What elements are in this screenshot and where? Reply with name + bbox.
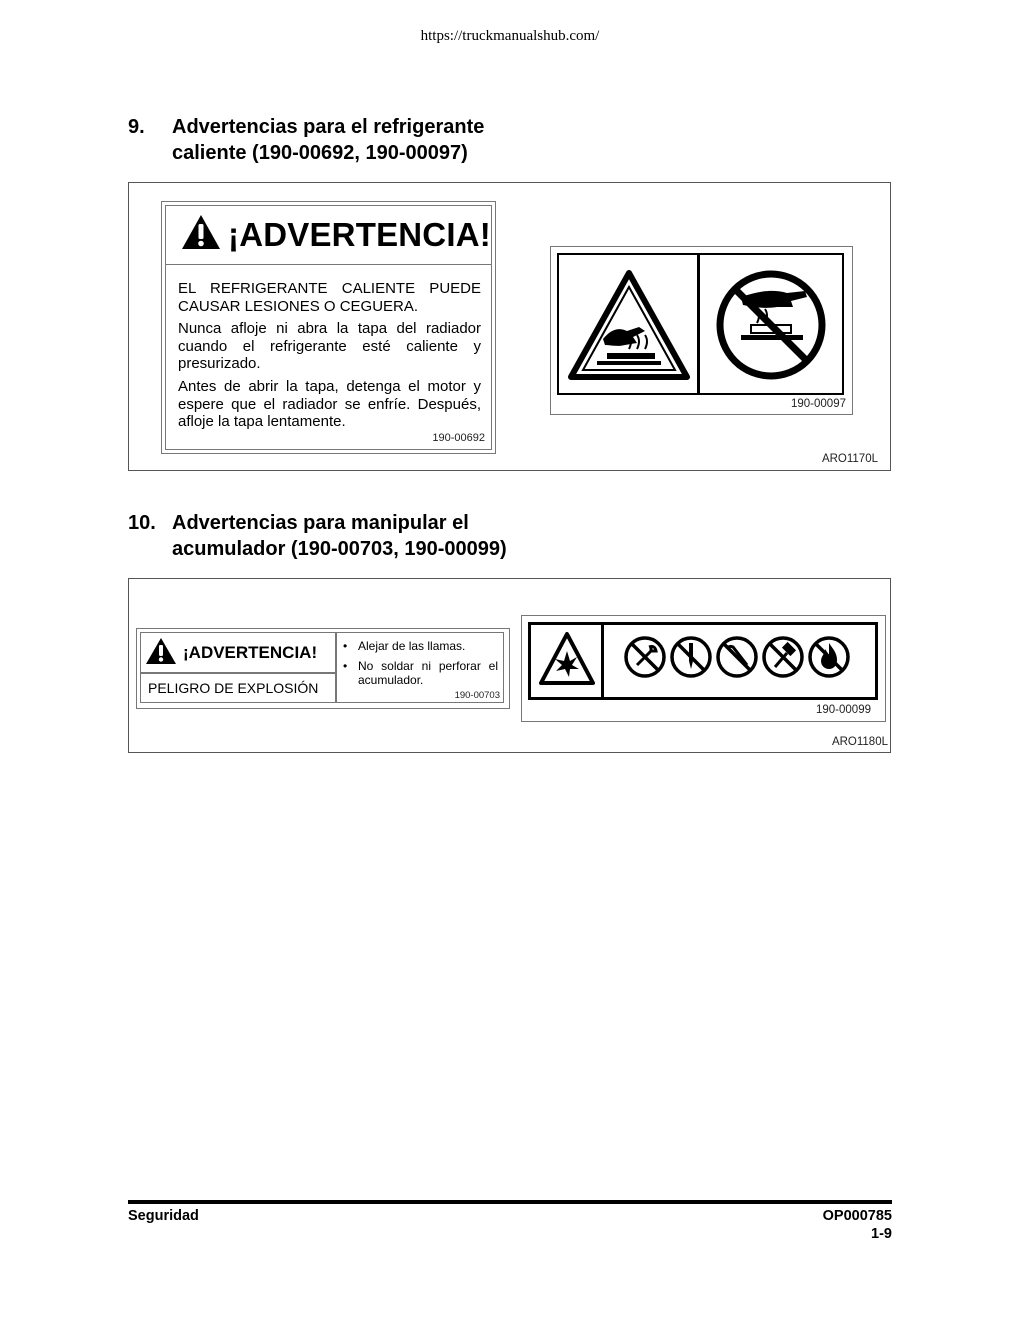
- section-10-title-line2: acumulador (190-00703, 190-00099): [172, 538, 507, 560]
- no-hammer-icon: [761, 635, 805, 679]
- figure-ref-10: ARO1180L: [831, 736, 888, 748]
- accumulator-label-code: 190-00703: [454, 690, 500, 701]
- header-url: https://truckmanualshub.com/: [420, 28, 600, 44]
- figure-ref-9: ARO1170L: [821, 453, 878, 465]
- section-9-title-line2: caliente (190-00692, 190-00097): [172, 142, 468, 164]
- section-10-number: 10.: [128, 512, 156, 534]
- footer-doc-number: OP000785: [822, 1208, 892, 1224]
- warning-para-1: EL REFRIGERANTE CALIENTE PUEDE CAUSAR LESIONES O CEGUERA.: [178, 280, 481, 315]
- accumulator-pictogram-code: 190-00099: [816, 704, 871, 716]
- warning-para-2: Nunca afloje ni abra la tapa del radiador cuando el refrigerante esté caliente y presurizado.: [178, 320, 481, 372]
- explosion-hazard-text: PELIGRO DE EXPLOSIÓN: [148, 680, 319, 696]
- instruction-bullet-2: No soldar ni perforar el acumulador.: [358, 659, 498, 687]
- section-10-figure: [128, 578, 891, 753]
- explosion-hazard-box: [140, 673, 336, 703]
- warning-triangle-icon: [145, 637, 177, 665]
- accumulator-pictogram-decal: [521, 615, 886, 722]
- section-10-heading: [128, 510, 648, 566]
- section-9-title-line1: Advertencias para el refrigerante: [172, 116, 485, 138]
- bullet-dot-1: •: [343, 639, 348, 653]
- coolant-pictogram-decal: [550, 246, 853, 415]
- pictogram-divider: [697, 255, 700, 393]
- warning-para-3: Antes de abrir la tapa, detenga el motor y espere que el radiador se enfríe. Después, afloje la tapa lentamente.: [178, 378, 481, 430]
- explosion-warning-icon: [539, 631, 595, 687]
- accumulator-pictogram-panel: [528, 622, 878, 700]
- bullet-dot-2: •: [343, 659, 348, 673]
- no-hand-on-cap-icon: [711, 267, 831, 383]
- accumulator-instructions-box: [336, 632, 504, 703]
- accumulator-pictogram-divider: [601, 625, 604, 697]
- warning-label-code: 190-00692: [432, 432, 485, 444]
- section-9-heading: [128, 114, 628, 170]
- no-wrench-icon: [623, 635, 667, 679]
- section-9-number: 9.: [128, 116, 145, 138]
- section-10-title-line1: Advertencias para manipular el: [172, 512, 469, 534]
- section-9-figure: [128, 182, 891, 471]
- footer-rule: [128, 1200, 892, 1204]
- footer-section: Seguridad: [128, 1208, 199, 1224]
- accumulator-warning-heading: ¡ADVERTENCIA!: [183, 643, 318, 662]
- pictogram-code: 190-00097: [791, 398, 846, 410]
- accumulator-warning-header: [140, 632, 336, 673]
- pictogram-panel: [557, 253, 844, 395]
- no-drill-icon: [669, 635, 713, 679]
- coolant-warning-label: [161, 201, 496, 454]
- no-crowbar-icon: [715, 635, 759, 679]
- warning-heading: ¡ADVERTENCIA!: [228, 216, 491, 253]
- warning-triangle-icon: [181, 214, 221, 250]
- accumulator-warning-label: [136, 628, 510, 709]
- warning-label-header: [166, 206, 491, 265]
- instruction-bullet-1: Alejar de las llamas.: [358, 639, 466, 653]
- hot-coolant-warning-icon: [567, 269, 691, 381]
- footer-page-number: 1-9: [871, 1226, 892, 1242]
- no-flame-icon: [807, 635, 851, 679]
